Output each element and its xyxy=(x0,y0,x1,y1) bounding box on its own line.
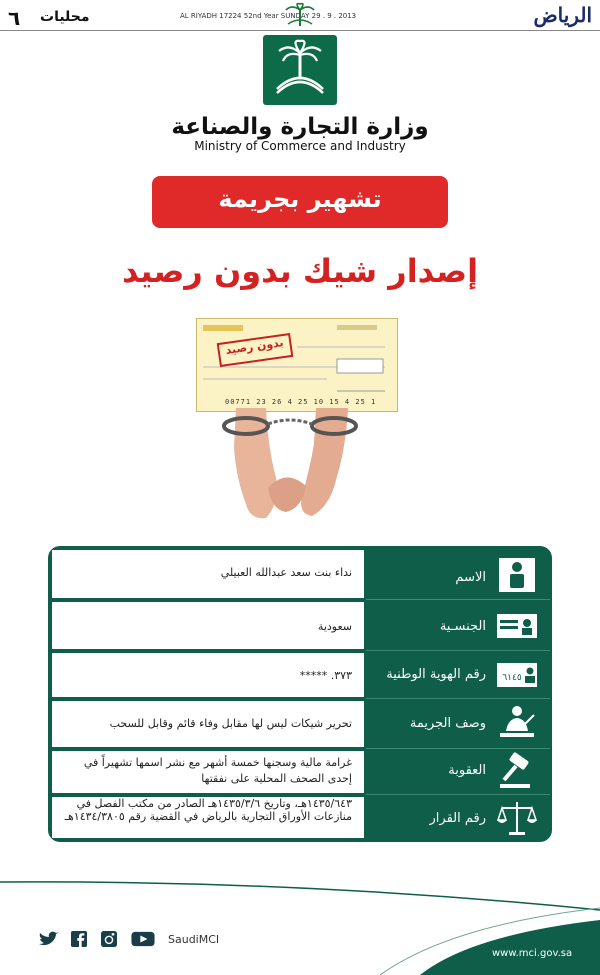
row-value-crime: تحرير شيكات ليس لها مقابل وفاء قائم وقابل للسحب xyxy=(109,717,352,730)
table-row xyxy=(52,701,364,747)
row-divider xyxy=(366,650,550,651)
row-label-penalty: العقوبة xyxy=(448,763,486,778)
gavel-icon xyxy=(494,752,540,792)
row-divider xyxy=(366,698,550,699)
ministry-name-en: Ministry of Commerce and Industry xyxy=(194,139,406,153)
row-divider xyxy=(366,748,550,749)
row-label-nationality: الجنسـية xyxy=(439,619,486,634)
section-name: محليات xyxy=(40,9,90,25)
national-id-icon xyxy=(494,655,540,695)
row-divider xyxy=(366,599,550,600)
row-value-name: نداء بنت سعد عبدالله العبيلي xyxy=(220,566,352,579)
dateline-en: AL RIYADH 17224 52nd Year SUNDAY 29 . 9 . 2013 xyxy=(180,12,357,20)
id-icon-text: ٦١٤٥ xyxy=(502,673,522,683)
handcuffed-hands-image xyxy=(206,408,376,523)
table-row xyxy=(52,751,364,793)
headline: إصدار شيك بدون رصيد xyxy=(121,252,479,290)
table-row xyxy=(52,602,364,649)
scales-icon xyxy=(494,798,540,838)
id-card-icon xyxy=(494,606,540,646)
row-label-crime: وصف الجريمة xyxy=(409,716,486,731)
instagram-icon[interactable] xyxy=(100,931,118,947)
writer-icon xyxy=(494,703,540,743)
table-row xyxy=(52,797,364,838)
row-label-id-number: رقم الهوية الوطنية xyxy=(386,667,486,682)
ministry-emblem xyxy=(263,35,337,105)
website-url[interactable]: www.mci.gov.sa xyxy=(492,948,573,959)
newspaper-logo: الرياض xyxy=(533,3,592,27)
ministry-name-ar: وزارة التجارة والصناعة xyxy=(171,114,429,140)
bounced-stamp: بدون رصيد xyxy=(217,333,294,367)
person-icon xyxy=(494,555,540,595)
table-row xyxy=(52,550,364,598)
row-value-nationality: سعودية xyxy=(317,620,352,633)
row-value-id-number: ٣٧٣. ***** xyxy=(299,669,352,682)
row-value-penalty: غرامة مالية وسجنها خمسة أشهر مع نشر اسمها تشهيراً في إحدى الصحف المحلية على نفقتها xyxy=(83,756,352,785)
row-value-decision: ١٤٣٥/٦٤٣هـ، وتاريخ ١٤٣٥/٣/٦هـ الصادر من مكتب الفصل في منازعات الأوراق التجارية بالرياض في القضية رقم ١٤٣٤/٣٨٠٥هـ xyxy=(64,797,352,823)
table-row xyxy=(52,653,364,697)
palm-crest-icon xyxy=(282,2,318,28)
cheque-micr-line: 00771 23 26 4 25 10 15 4 25 1 xyxy=(225,398,377,406)
facebook-icon[interactable] xyxy=(70,931,88,947)
banner-text: تشهير بجريمة xyxy=(218,185,382,213)
row-label-decision: رقم القرار xyxy=(429,811,486,826)
twitter-icon[interactable] xyxy=(38,931,60,947)
footer-wave xyxy=(0,880,600,975)
row-divider xyxy=(366,794,550,795)
page-number: ٦ xyxy=(8,6,21,30)
youtube-icon[interactable] xyxy=(130,931,156,947)
social-handle[interactable]: SaudiMCI xyxy=(168,933,220,946)
row-label-name: الاسم xyxy=(455,570,486,585)
palm-swords-icon xyxy=(263,35,337,105)
